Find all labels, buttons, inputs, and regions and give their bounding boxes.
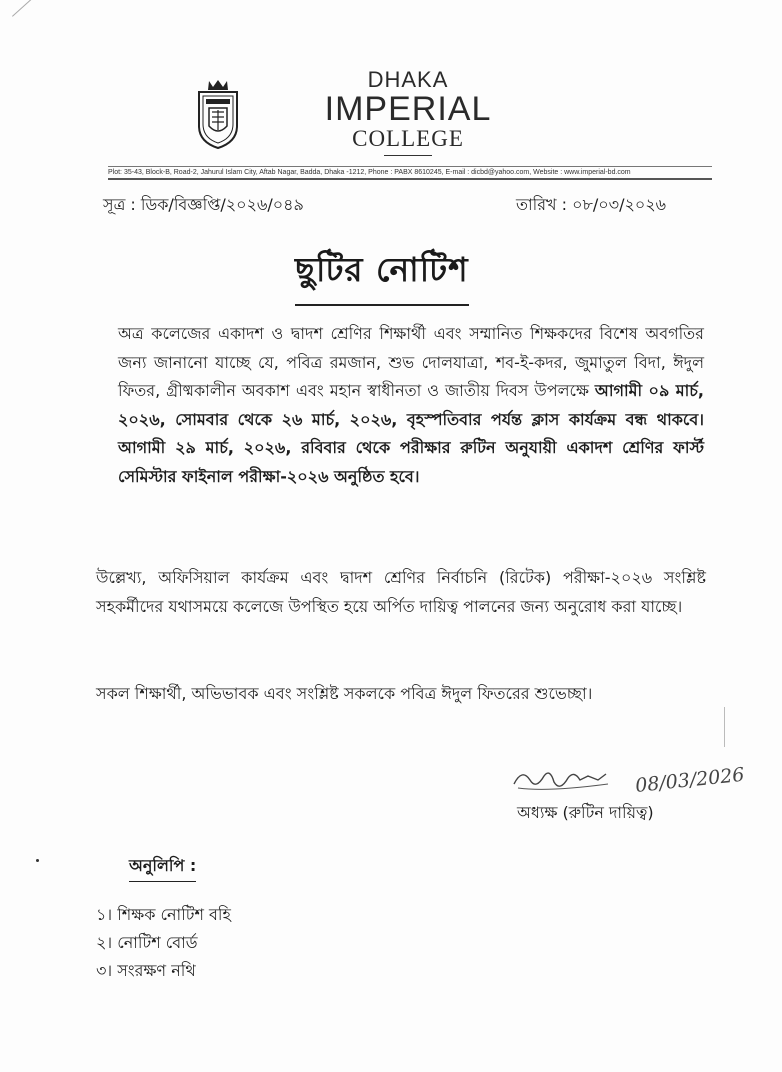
paragraph-2: উল্লেখ্য, অফিসিয়াল কার্যক্রম এবং দ্বাদশ শ্রেণির নির্বাচনি (রিটেক) পরীক্ষা-২০২৬ সংশ্লিষ্ট সহকর্মীদের যথাসময়ে কলেজে উপস্থিত হয়ে অর্পিত দায়িত্ব পালনের জন্য অনুরোধ করা যাচ্ছে। xyxy=(96,568,706,616)
college-logo-text xyxy=(318,68,498,152)
brand-underline xyxy=(384,155,432,156)
margin-line xyxy=(724,707,725,747)
brand-line-3: COLLEGE xyxy=(352,126,464,151)
pen-mark xyxy=(12,0,41,17)
paragraph-1 xyxy=(118,320,704,492)
reference-number: সূত্র : ডিক/বিজ্ঞপ্তি/২০২৬/০৪৯ xyxy=(103,195,304,214)
stray-mark xyxy=(36,859,39,862)
copy-item: ১। শিক্ষক নোটিশ বহি xyxy=(96,905,231,924)
copy-item: ২। নোটিশ বোর্ড xyxy=(96,933,198,952)
address-line: Plot: 35-43, Block-B, Road-2, Jahurul Islam City, Aftab Nagar, Badda, Dhaka -1212, Phone : PABX 8610245, E-mail : dicbd@yahoo.com, Website : www.imperial-bd.com xyxy=(108,166,712,180)
signature-date: 08/03/2026 xyxy=(634,763,746,797)
notice-date: তারিখ : ০৮/০৩/২০২৬ xyxy=(516,195,667,214)
paragraph-3: সকল শিক্ষার্থী, অভিভাবক এবং সংশ্লিষ্ট সকলকে পবিত্র ঈদুল ফিতরের শুভেচ্ছা। xyxy=(96,684,593,703)
paragraph-1-bold: আগামী ০৯ মার্চ, ২০২৬, সোমবার থেকে ২৬ মার্চ, ২০২৬, বৃহস্পতিবার পর্যন্ত ক্লাস কার্যক্রম বন্ধ থাকবে। আগামী ২৯ মার্চ, ২০২৬, রবিবার থেকে পরীক্ষার রুটিন অনুযায়ী একাদশ শ্রেণির ফার্স্ট সেমিস্টার ফাইনাল পরীক্ষা-২০২৬ অনুষ্ঠিত হবে। xyxy=(118,381,704,486)
brand-line-2: IMPERIAL xyxy=(324,90,492,128)
signatory-designation: অধ্যক্ষ (রুটিন দায়িত্ব) xyxy=(517,803,654,822)
copy-item: ৩। সংরক্ষণ নথি xyxy=(96,961,196,980)
brand-line-1: DHAKA xyxy=(367,67,449,92)
college-crest-icon xyxy=(195,78,241,150)
copies-title: অনুলিপি : xyxy=(129,853,196,882)
paragraph-1-normal: অত্র কলেজের একাদশ ও দ্বাদশ শ্রেণির শিক্ষার্থী এবং সম্মানিত শিক্ষকদের বিশেষ অবগতির জন্য জানানো যাচ্ছে যে, পবিত্র রমজান, শুভ দোলযাত্রা, শব-ই-কদর, জুমাতুল বিদা, ঈদুল ফিতর, গ্রীষ্মকালীন অবকাশ এবং মহান স্বাধীনতা ও জাতীয় দিবস উপলক্ষে xyxy=(118,324,704,401)
notice-title: ছুটির নোটিশ xyxy=(295,244,469,306)
